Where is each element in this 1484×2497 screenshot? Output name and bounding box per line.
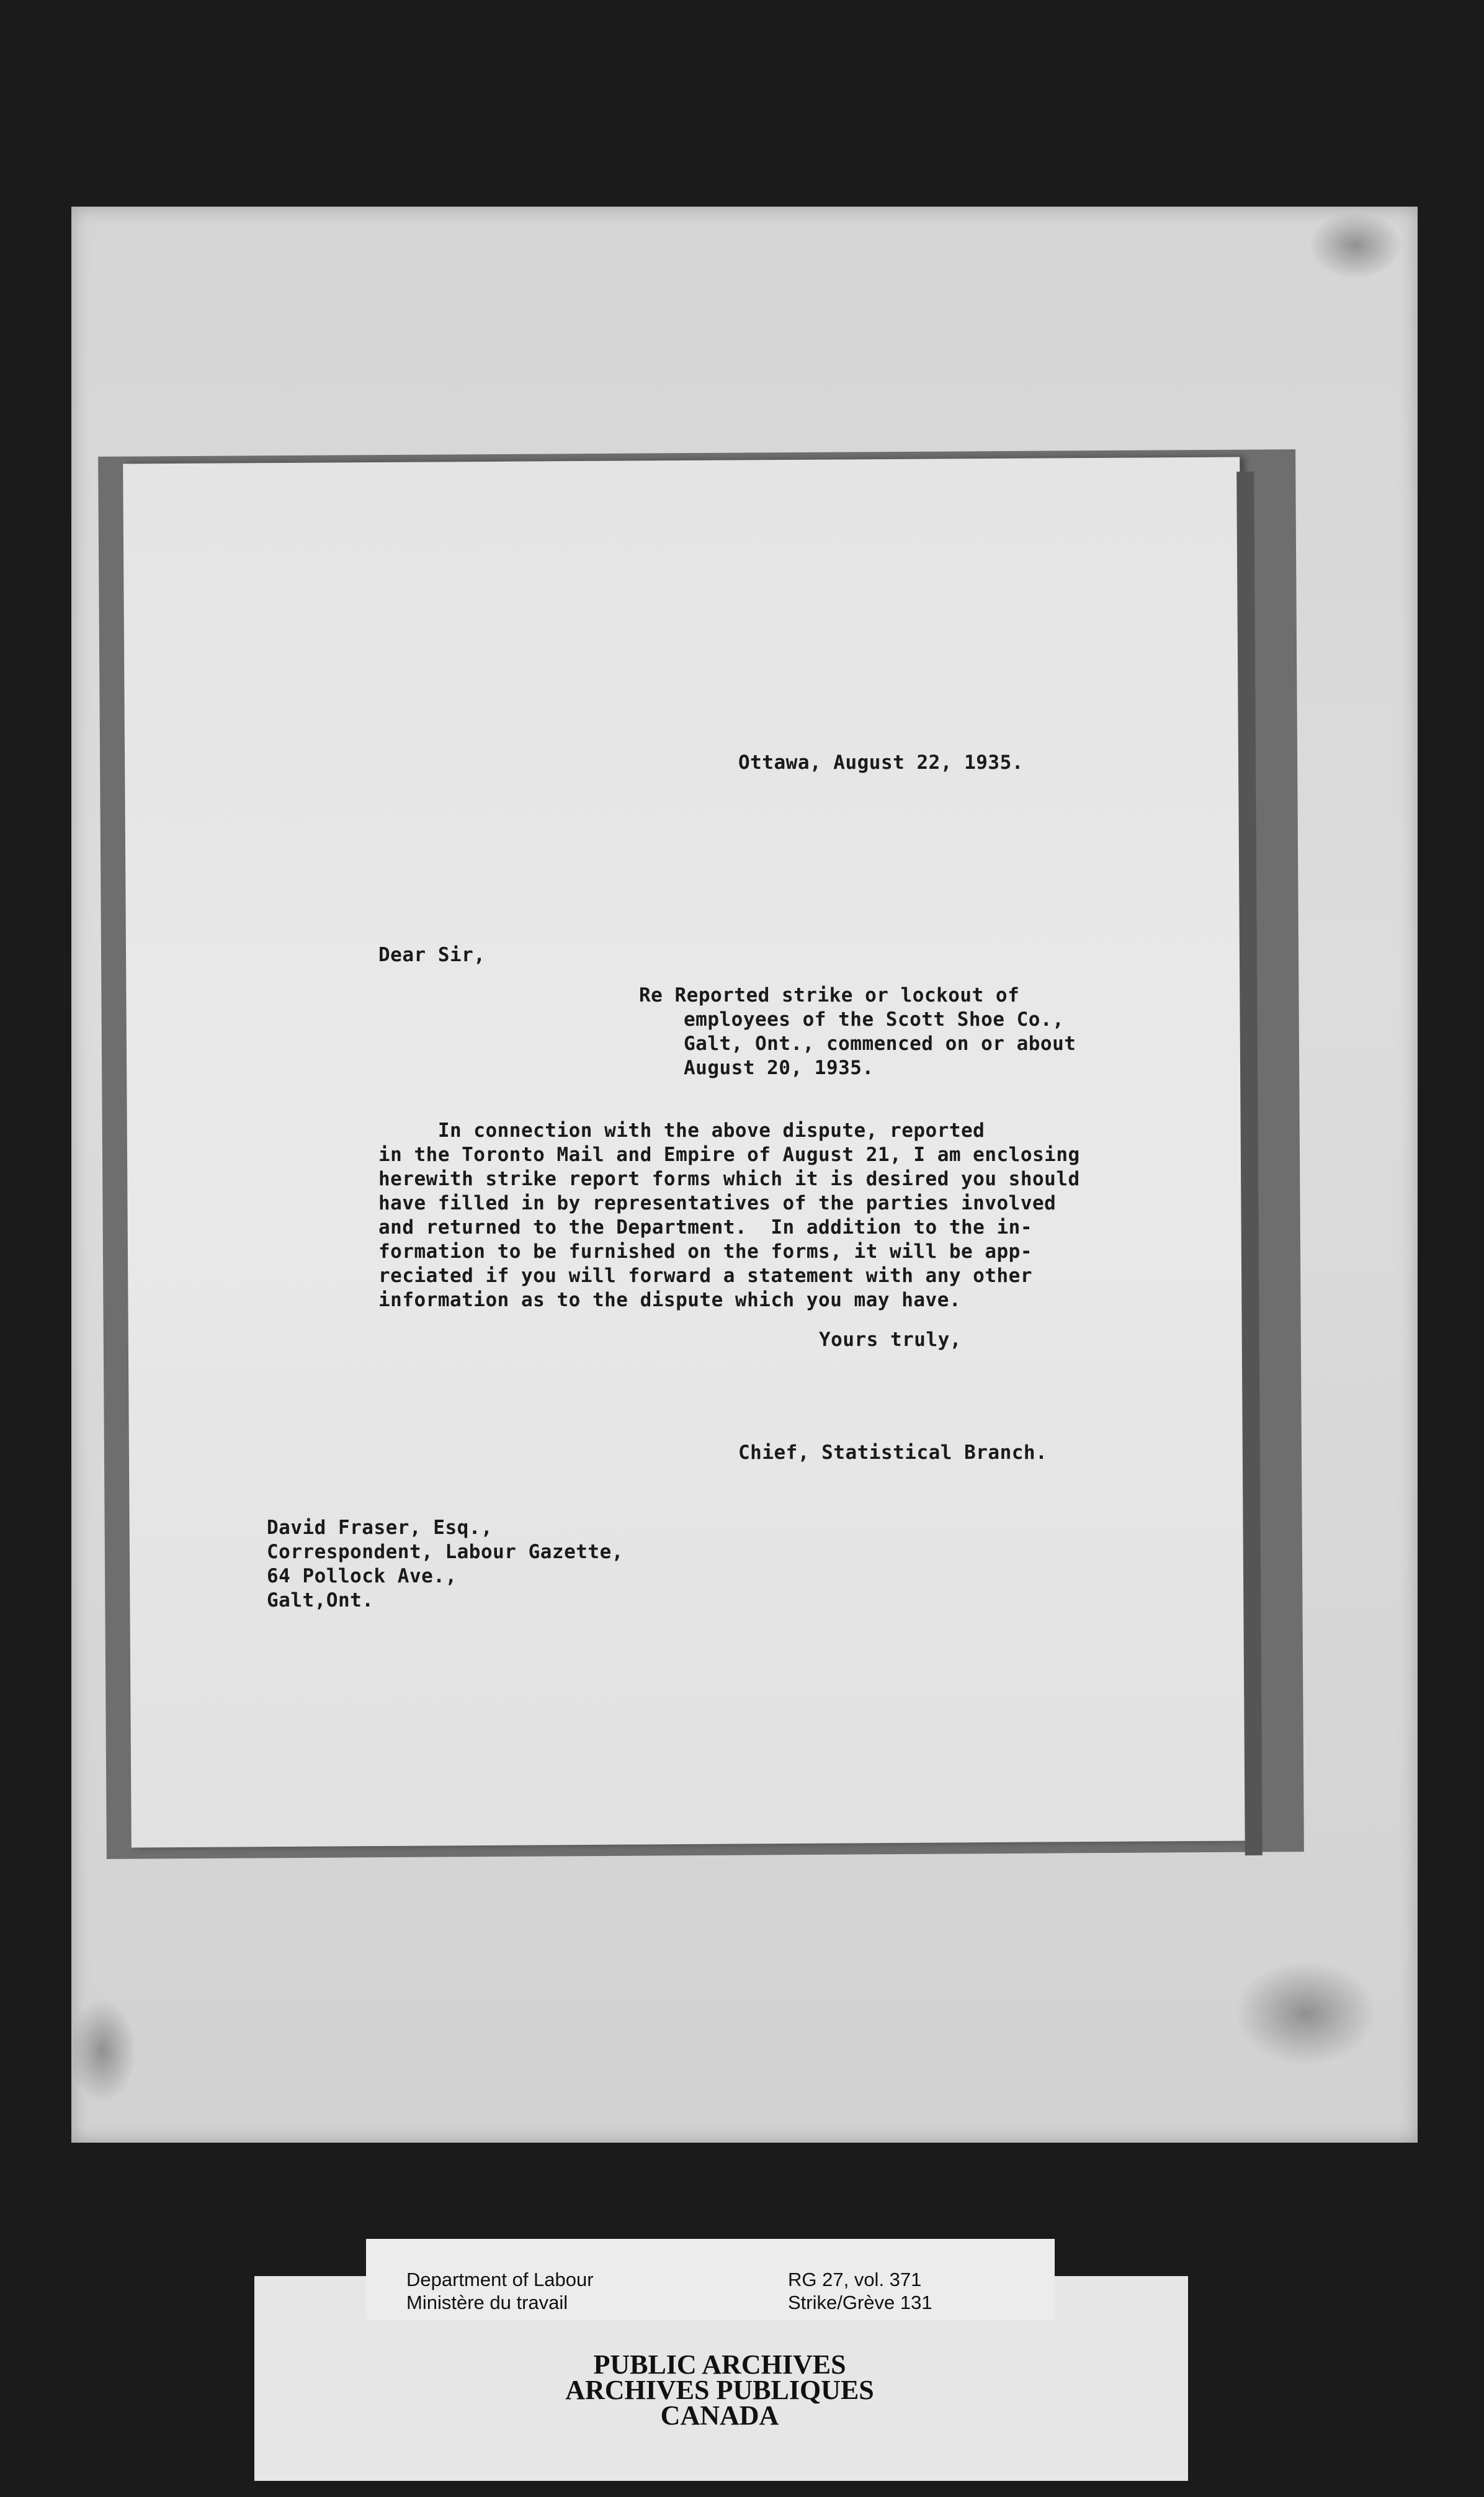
ref-file: Strike/Grève 131 [788, 2292, 932, 2313]
stain-top-right [1309, 211, 1402, 279]
re-line: August 20, 1935. [684, 1057, 874, 1079]
re-line: employees of the Scott Shoe Co., [684, 1008, 1065, 1031]
letter-body [378, 1119, 1080, 1312]
signature-title: Chief, Statistical Branch. [738, 1441, 1048, 1464]
body-line: and returned to the Department. In addition to the in- [378, 1216, 1032, 1239]
archive-title-en: PUBLIC ARCHIVES [593, 2349, 846, 2380]
stain-bottom-right [1235, 1961, 1377, 2066]
re-block [639, 984, 1076, 1080]
dept-en: Department of Labour [406, 2269, 594, 2290]
re-line: Re Reported strike or lockout of [639, 984, 1020, 1006]
body-line: reciated if you will forward a statement with any other [378, 1265, 1032, 1287]
closing: Yours truly, [819, 1329, 962, 1351]
address-line: Correspondent, Labour Gazette, [267, 1541, 624, 1563]
body-line: have filled in by representatives of the parties involved [378, 1192, 1057, 1214]
dept-fr: Ministère du travail [406, 2292, 568, 2313]
salutation: Dear Sir, [378, 944, 486, 966]
re-line: Galt, Ont., commenced on or about [684, 1033, 1076, 1055]
stain-bottom-left [68, 1998, 136, 2104]
body-line: formation to be furnished on the forms, it will be app- [378, 1240, 1032, 1263]
recipient-address [267, 1516, 624, 1613]
address-line: David Fraser, Esq., [267, 1517, 493, 1539]
archive-title-fr: ARCHIVES PUBLIQUES [565, 2375, 874, 2405]
archive-title-country: CANADA [660, 2400, 779, 2431]
dateline: Ottawa, August 22, 1935. [738, 751, 1024, 774]
body-line: herewith strike report forms which it is desired you should [378, 1168, 1080, 1190]
body-line: information as to the dispute which you may have. [378, 1289, 962, 1311]
body-line: in the Toronto Mail and Empire of August 21, I am enclosing [378, 1144, 1080, 1166]
address-line: 64 Pollock Ave., [267, 1565, 457, 1587]
body-line: In connection with the above dispute, reported [378, 1119, 985, 1142]
ref-volume: RG 27, vol. 371 [788, 2269, 922, 2290]
address-line: Galt,Ont. [267, 1589, 374, 1612]
